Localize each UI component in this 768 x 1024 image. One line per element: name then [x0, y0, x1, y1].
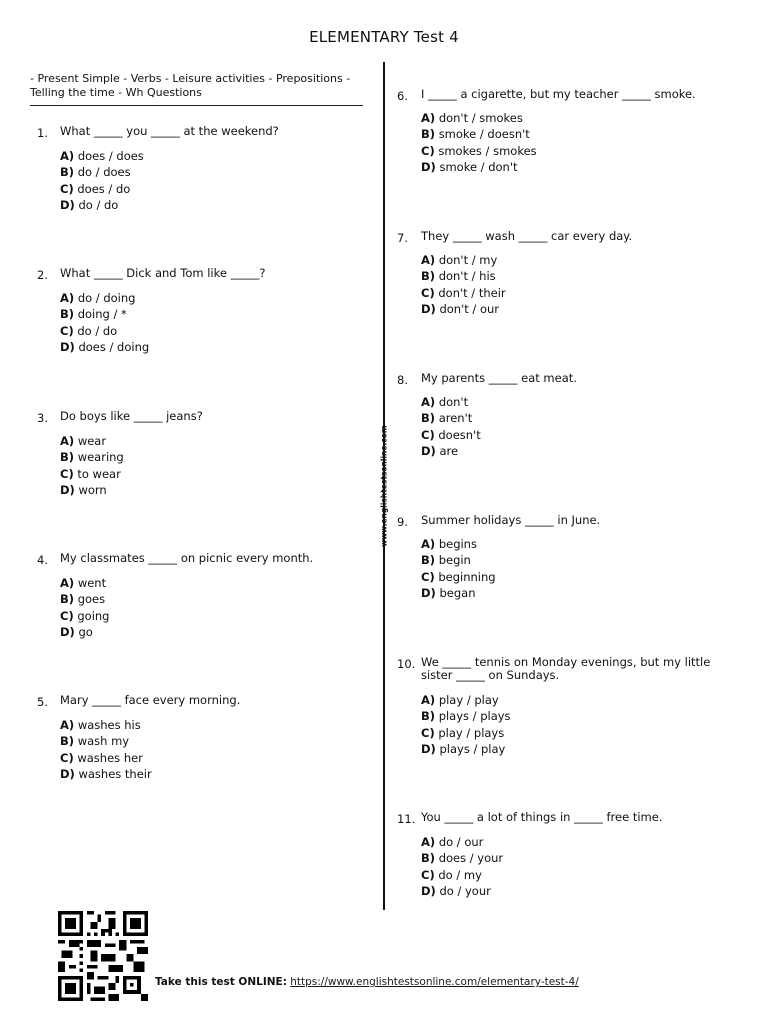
question-number: 6.: [397, 89, 408, 103]
option-d[interactable]: D) worn: [60, 482, 107, 497]
option-list: [421, 536, 496, 601]
question-number: 7.: [397, 231, 408, 245]
option-d[interactable]: D) go: [60, 624, 93, 639]
question-text: You _____ a lot of things in _____ free time.: [421, 810, 663, 824]
option-list: [421, 834, 503, 899]
option-d[interactable]: D) do / do: [60, 197, 119, 212]
question-text: Summer holidays _____ in June.: [421, 513, 601, 527]
option-list: [60, 148, 144, 213]
question-text: We _____ tennis on Monday evenings, but my little: [421, 655, 711, 669]
header-divider: [30, 105, 363, 106]
option-d[interactable]: D) does / doing: [60, 339, 150, 354]
question-number: 8.: [397, 373, 408, 387]
option-b[interactable]: B) don't / his: [421, 269, 496, 284]
option-b[interactable]: B) does / your: [421, 851, 504, 866]
question-text: I _____ a cigarette, but my teacher _____ smoke.: [421, 87, 696, 101]
option-list: [421, 110, 537, 175]
option-b[interactable]: B) doing / *: [60, 307, 127, 322]
option-b[interactable]: B) wearing: [60, 450, 124, 465]
option-c[interactable]: C) does / do: [60, 181, 131, 196]
option-c[interactable]: C) don't / their: [421, 285, 506, 300]
option-c[interactable]: C) washes her: [60, 750, 143, 765]
option-c[interactable]: C) to wear: [60, 466, 121, 481]
option-d[interactable]: D) began: [421, 585, 476, 600]
question-text: Do boys like _____ jeans?: [60, 409, 203, 423]
option-list: [60, 290, 149, 355]
question-number: 3.: [37, 411, 48, 425]
option-b[interactable]: B) goes: [60, 592, 106, 607]
option-c[interactable]: C) play / plays: [421, 725, 505, 740]
qr-code-icon[interactable]: [58, 911, 148, 1001]
question-number: 4.: [37, 553, 48, 567]
option-b[interactable]: B) aren't: [421, 411, 473, 426]
option-list: [421, 692, 511, 757]
option-c[interactable]: C) do / do: [60, 323, 118, 338]
option-b[interactable]: B) wash my: [60, 734, 130, 749]
option-d[interactable]: D) do / your: [421, 883, 491, 898]
option-c[interactable]: C) beginning: [421, 569, 496, 584]
question-text: What _____ you _____ at the weekend?: [60, 124, 279, 138]
question-number: 1.: [37, 126, 48, 140]
option-a[interactable]: A) went: [60, 576, 107, 590]
option-c[interactable]: C) smokes / smokes: [421, 143, 537, 158]
option-d[interactable]: D) washes their: [60, 766, 152, 781]
question-number: 10.: [397, 657, 416, 671]
topics-line: - Present Simple - Verbs - Leisure activities - Prepositions - Telling the time - Wh Questions: [30, 72, 351, 99]
option-c[interactable]: C) do / my: [421, 867, 482, 882]
option-a[interactable]: A) don't / smokes: [421, 111, 523, 125]
option-c[interactable]: C) doesn't: [421, 427, 481, 442]
question-text: They _____ wash _____ car every day.: [421, 229, 633, 243]
question-text: My classmates _____ on picnic every month.: [60, 551, 314, 565]
option-list: [60, 575, 109, 640]
footer: [155, 976, 579, 988]
option-d[interactable]: D) don't / our: [421, 301, 500, 316]
option-list: [421, 252, 506, 317]
option-c[interactable]: C) going: [60, 608, 110, 623]
option-b[interactable]: B) plays / plays: [421, 709, 511, 724]
page-title: ELEMENTARY Test 4: [309, 28, 459, 46]
option-d[interactable]: D) plays / play: [421, 741, 506, 756]
question-text-line-2: sister _____ on Sundays.: [421, 668, 560, 682]
footer-label: Take this test ONLINE:: [155, 976, 287, 988]
option-a[interactable]: A) play / play: [421, 693, 499, 707]
option-b[interactable]: B) smoke / doesn't: [421, 127, 530, 142]
option-a[interactable]: A) do / our: [421, 835, 484, 849]
question-number: 9.: [397, 515, 408, 529]
option-list: [60, 433, 124, 498]
option-a[interactable]: A) don't / my: [421, 253, 498, 267]
option-b[interactable]: B) do / does: [60, 165, 131, 180]
option-a[interactable]: A) washes his: [60, 718, 141, 732]
watermark-text: www.englishtestsonline.com: [379, 425, 389, 547]
option-a[interactable]: A) does / does: [60, 149, 144, 163]
question-number: 11.: [397, 812, 416, 826]
question-text: What _____ Dick and Tom like _____?: [60, 266, 266, 280]
option-a[interactable]: A) do / doing: [60, 291, 136, 305]
option-d[interactable]: D) are: [421, 443, 459, 458]
option-a[interactable]: A) begins: [421, 537, 477, 551]
option-a[interactable]: A) wear: [60, 434, 107, 448]
option-a[interactable]: A) don't: [421, 395, 469, 409]
option-list: [60, 717, 152, 782]
question-text: My parents _____ eat meat.: [421, 371, 577, 385]
test-online-link[interactable]: https://www.englishtestsonline.com/elementary-test-4/: [290, 976, 579, 988]
question-number: 2.: [37, 268, 48, 282]
question-text: Mary _____ face every morning.: [60, 693, 241, 707]
option-b[interactable]: B) begin: [421, 553, 471, 568]
option-list: [421, 394, 481, 459]
option-d[interactable]: D) smoke / don't: [421, 159, 518, 174]
question-number: 5.: [37, 695, 48, 709]
